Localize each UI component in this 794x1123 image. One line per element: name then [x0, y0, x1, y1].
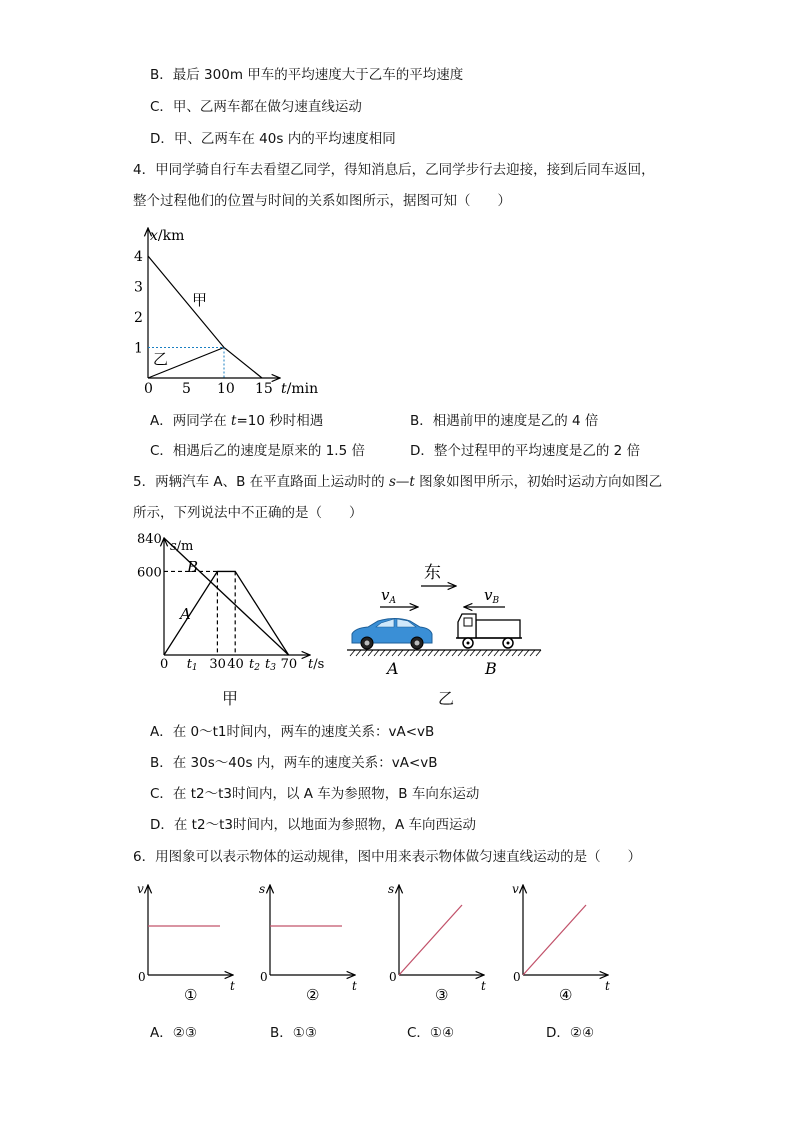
- q5-x-tick-t3: t3: [265, 657, 276, 673]
- ground-hatch: [530, 650, 535, 656]
- truck-b-wheel: [463, 638, 473, 648]
- q6-option-c: C．①④: [407, 1025, 455, 1041]
- q4-option-b: B．相遇前甲的速度是乙的 4 倍: [410, 413, 599, 429]
- ground-hatch: [398, 650, 403, 656]
- q6-graph-3: [388, 882, 486, 1004]
- q4-label-jia: 甲: [192, 291, 208, 309]
- q4-series-甲: [148, 256, 262, 378]
- q6-y-label: s: [388, 882, 395, 896]
- ground-hatch: [356, 650, 361, 656]
- ground-hatch: [410, 650, 415, 656]
- q5-y-tick-840: 840: [137, 531, 162, 547]
- truck-b-window: [464, 618, 472, 626]
- q5-option-c: C．在 t2～t3时间内，以 A 车为参照物，B 车向东运动: [150, 786, 480, 802]
- q4-stem-line1: 4．甲同学骑自行车去看望乙同学，得知消息后，乙同学步行去迎接，接到后同车返回，: [133, 162, 655, 178]
- q6-option-b: B．①③: [270, 1025, 317, 1041]
- q6-option-d: D．②④: [546, 1025, 595, 1041]
- ground-hatch: [404, 650, 409, 656]
- q5-label-b: B: [187, 558, 199, 576]
- ground-hatch: [452, 650, 457, 656]
- ground-hatch: [362, 650, 367, 656]
- q4-x-tick-15: 15: [255, 381, 273, 397]
- q6-origin: 0: [260, 970, 268, 984]
- ground-hatch: [434, 650, 439, 656]
- ground-hatch: [464, 650, 469, 656]
- q4-x-axis-label: t/min: [281, 381, 319, 397]
- car-a-wheel: [361, 637, 373, 649]
- car-a-body: [352, 619, 432, 644]
- q4-y-tick-1: 1: [134, 340, 143, 357]
- ground-hatch: [488, 650, 493, 656]
- q3-option-d: D．甲、乙两车在 40s 内的平均速度相同: [150, 131, 396, 147]
- q5-x-tick-0: 0: [160, 657, 169, 672]
- ground-hatch: [524, 650, 529, 656]
- q6-caption: ②: [306, 986, 320, 1004]
- q4-option-a-pre: A．两同学在: [150, 413, 232, 429]
- q6-graph-1: [137, 882, 235, 1004]
- q3-option-b: B．最后 300m 甲车的平均速度大于乙车的平均速度: [150, 67, 464, 83]
- q5-label-a: A: [180, 605, 191, 623]
- q4-x-tick-0: 0: [144, 381, 153, 397]
- q5-fig-yi-caption: 乙: [438, 689, 455, 708]
- ground-hatch: [536, 650, 541, 656]
- truck-b-hub: [467, 642, 470, 645]
- q6-x-label: t: [481, 979, 486, 993]
- truck-b-hub: [507, 642, 510, 645]
- q6-x-label: t: [352, 979, 357, 993]
- q5-x-tick-t2: t2: [249, 657, 260, 673]
- q4-y-tick-4: 4: [134, 249, 143, 265]
- q6-origin: 0: [389, 970, 397, 984]
- q5-x-axis-label: t/s: [308, 657, 325, 672]
- ground-hatch: [350, 650, 355, 656]
- q6-x-label: t: [230, 979, 235, 993]
- q4-y-tick-3: 3: [134, 279, 143, 296]
- q6-graph-2: [259, 882, 357, 1004]
- q5-x-tick-40: 40: [227, 657, 244, 672]
- ground-hatch: [476, 650, 481, 656]
- q6-caption: ④: [559, 986, 573, 1004]
- q5-stem-pre: 5．两辆汽车 A、B 在平直路面上运动时的: [133, 474, 389, 490]
- truck-b-wheel: [503, 638, 513, 648]
- ground-hatch: [374, 650, 379, 656]
- q5-option-d: D．在 t2～t3时间内，以地面为参照物，A 车向西运动: [150, 817, 476, 833]
- q6-rising-line: [523, 905, 586, 975]
- q4-option-d: D．整个过程甲的平均速度是乙的 2 倍: [410, 443, 641, 459]
- ground-hatch: [506, 650, 511, 656]
- q6-y-label: s: [259, 882, 266, 896]
- q4-option-a-var: t: [231, 413, 237, 429]
- ground-hatch: [380, 650, 385, 656]
- q5-va-label: $v_A$: [381, 586, 396, 606]
- q5-y-axis-label: s/m: [170, 539, 194, 554]
- ground-hatch: [470, 650, 475, 656]
- q6-caption: ①: [184, 986, 198, 1004]
- q5-car-b-label: B: [485, 659, 497, 678]
- ground-hatch: [494, 650, 499, 656]
- q6-y-label: v: [512, 882, 519, 896]
- q5-east-label: 东: [424, 563, 441, 583]
- q3-option-c: C．甲、乙两车都在做匀速直线运动: [150, 99, 362, 115]
- q5-x-tick-t1: t1: [186, 657, 198, 673]
- q4-x-tick-10: 10: [217, 381, 235, 397]
- car-a-wheel: [411, 637, 423, 649]
- q5-y-tick-600: 600: [137, 565, 162, 581]
- q4-y-tick-2: 2: [134, 310, 143, 326]
- truck-b-cab: [458, 614, 476, 638]
- ground-hatch: [368, 650, 373, 656]
- car-a-window: [397, 619, 416, 627]
- q4-x-tick-5: 5: [182, 381, 191, 397]
- q6-origin: 0: [138, 970, 146, 984]
- q5-vb-label: $v_B$: [484, 586, 500, 606]
- car-a-hub: [365, 641, 370, 646]
- ground-hatch: [500, 650, 505, 656]
- q5-option-b: B．在 30s～40s 内，两车的速度关系：vA<vB: [150, 755, 438, 771]
- q5-series-A: [164, 571, 289, 655]
- q4-y-axis-label: x/km: [150, 228, 185, 244]
- q6-caption: ③: [435, 986, 449, 1004]
- ground-hatch: [458, 650, 463, 656]
- q5-x-tick-70: 70: [280, 657, 298, 672]
- q5-stem-line2: 所示，下列说法中不正确的是（ ）: [133, 505, 363, 521]
- ground-hatch: [482, 650, 487, 656]
- q5-series-B: [164, 538, 289, 655]
- q6-stem: 6．用图象可以表示物体的运动规律，图中用来表示物体做匀速直线运动的是（ ）: [133, 849, 642, 865]
- car-a-window: [376, 619, 394, 627]
- q5-x-tick-30: 30: [209, 657, 226, 672]
- q6-option-a: A．②③: [150, 1025, 197, 1041]
- q4-label-yi: 乙: [153, 350, 169, 368]
- q5-fig-jia-caption: 甲: [222, 689, 239, 708]
- ground-hatch: [512, 650, 517, 656]
- q5-stem-line1: [133, 473, 662, 491]
- q4-series-乙: [148, 348, 224, 379]
- q5-stem-post: 图象如图甲所示，初始时运动方向如图乙: [414, 474, 663, 490]
- car-a-hub: [415, 641, 420, 646]
- q6-origin: 0: [513, 970, 521, 984]
- q4-option-a-post: =10 秒时相遇: [236, 413, 324, 429]
- q4-option-a: [150, 412, 323, 430]
- q6-graph-4: [512, 882, 610, 1004]
- q4-option-c: C．相遇后乙的速度是原来的 1.5 倍: [150, 443, 365, 459]
- q6-rising-line: [399, 905, 462, 975]
- ground-hatch: [518, 650, 523, 656]
- ground-hatch: [446, 650, 451, 656]
- ground-hatch: [392, 650, 397, 656]
- q5-option-a: A．在 0～t1时间内，两车的速度关系：vA<vB: [150, 724, 435, 740]
- q6-y-label: v: [137, 882, 144, 896]
- ground-hatch: [440, 650, 445, 656]
- ground-hatch: [386, 650, 391, 656]
- q6-x-label: t: [605, 979, 610, 993]
- ground-hatch: [428, 650, 433, 656]
- q5-stem-var: s—t: [388, 474, 415, 490]
- ground-hatch: [416, 650, 421, 656]
- q5-car-a-label: A: [387, 659, 399, 678]
- q4-stem-line2: 整个过程他们的位置与时间的关系如图所示，据图可知（ ）: [133, 193, 511, 209]
- truck-b-bed: [476, 620, 520, 638]
- ground-hatch: [422, 650, 427, 656]
